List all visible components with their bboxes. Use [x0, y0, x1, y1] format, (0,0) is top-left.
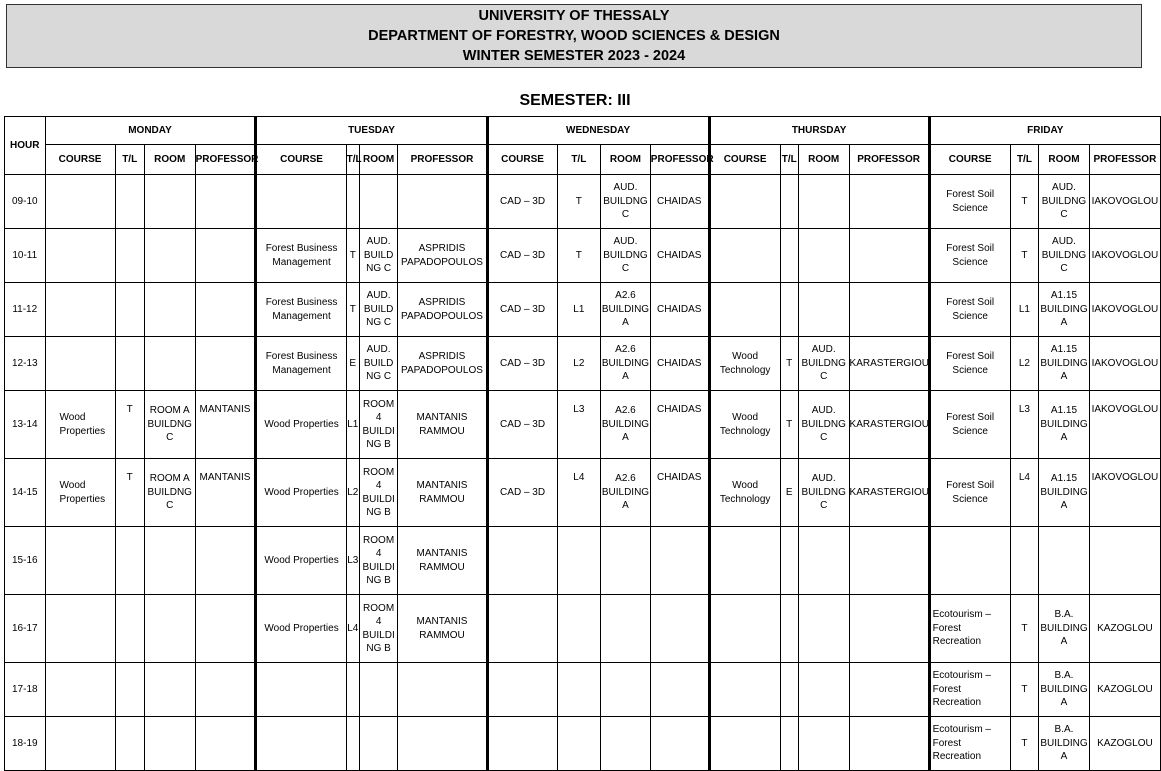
- table-row: [5, 595, 1161, 663]
- course-cell: Wood Properties: [256, 595, 346, 663]
- type-cell: T: [1010, 175, 1038, 229]
- type-cell: L1: [1010, 283, 1038, 337]
- professor-cell: KAZOGLOU: [1089, 663, 1160, 717]
- room-cell: B.A. BUILDING A: [1039, 717, 1090, 771]
- semester-title: SEMESTER: III: [519, 92, 631, 109]
- hour-cell: 15-16: [5, 527, 46, 595]
- room-cell: ROOM 4 BUILDI NG B: [359, 391, 398, 459]
- room-cell: [359, 175, 398, 229]
- room-cell: [798, 175, 849, 229]
- professor-cell: [195, 175, 256, 229]
- day-header-tuesday: TUESDAY: [256, 117, 487, 145]
- type-cell: [780, 283, 798, 337]
- course-cell: [45, 175, 115, 229]
- professor-cell: CHAIDAS: [650, 175, 709, 229]
- university-name: UNIVERSITY OF THESSALY: [478, 8, 670, 24]
- type-cell: [115, 175, 144, 229]
- room-cell: [601, 717, 651, 771]
- type-cell: L2: [346, 459, 359, 527]
- course-cell: Forest Soil Science: [929, 283, 1010, 337]
- type-cell: [115, 229, 144, 283]
- course-cell: [709, 663, 780, 717]
- course-cell: [45, 527, 115, 595]
- course-cell: [256, 717, 346, 771]
- room-cell: [144, 337, 195, 391]
- professor-cell: [849, 595, 929, 663]
- room-cell: [144, 283, 195, 337]
- room-cell: ROOM 4 BUILDI NG B: [359, 595, 398, 663]
- course-cell: [45, 337, 115, 391]
- professor-cell: IAKOVOGLOU: [1089, 391, 1160, 459]
- room-cell: A1.15 BUILDING A: [1039, 337, 1090, 391]
- course-cell: [256, 175, 346, 229]
- hour-cell: 18-19: [5, 717, 46, 771]
- column-header-room: ROOM: [798, 145, 849, 175]
- professor-cell: [849, 717, 929, 771]
- course-cell: Ecotourism – Forest Recreation: [929, 717, 1010, 771]
- room-cell: [601, 595, 651, 663]
- column-header-professor: PROFESSOR: [398, 145, 487, 175]
- hour-column-header: HOUR: [5, 117, 46, 175]
- table-row: [5, 527, 1161, 595]
- course-cell: Wood Technology: [709, 391, 780, 459]
- type-cell: [115, 595, 144, 663]
- professor-cell: [398, 663, 487, 717]
- course-cell: [709, 595, 780, 663]
- type-cell: [557, 717, 601, 771]
- type-cell: T: [780, 337, 798, 391]
- course-cell: Ecotourism – Forest Recreation: [929, 595, 1010, 663]
- type-cell: [557, 663, 601, 717]
- room-cell: AUD. BUILD NG C: [359, 229, 398, 283]
- room-cell: AUD. BUILDNG C: [798, 337, 849, 391]
- hour-cell: 11-12: [5, 283, 46, 337]
- type-cell: T: [557, 229, 601, 283]
- course-cell: [45, 595, 115, 663]
- course-cell: Wood Technology: [709, 459, 780, 527]
- course-cell: [45, 717, 115, 771]
- hour-cell: 09-10: [5, 175, 46, 229]
- type-cell: T: [780, 391, 798, 459]
- course-cell: [45, 663, 115, 717]
- column-header-professor: PROFESSOR: [849, 145, 929, 175]
- room-cell: A2.6 BUILDING A: [601, 337, 651, 391]
- professor-cell: MANTANIS: [195, 391, 256, 459]
- type-cell: L2: [1010, 337, 1038, 391]
- type-cell: [115, 527, 144, 595]
- professor-cell: [398, 175, 487, 229]
- professor-cell: [195, 283, 256, 337]
- professor-cell: [195, 527, 256, 595]
- course-cell: CAD – 3D: [487, 229, 557, 283]
- course-cell: Wood Properties: [45, 459, 115, 527]
- column-header-tl: T/L: [346, 145, 359, 175]
- room-cell: [798, 595, 849, 663]
- professor-cell: [849, 527, 929, 595]
- course-cell: Ecotourism – Forest Recreation: [929, 663, 1010, 717]
- room-cell: [359, 663, 398, 717]
- type-cell: T: [115, 459, 144, 527]
- room-cell: ROOM A BUILDNG C: [144, 459, 195, 527]
- course-cell: Forest Business Management: [256, 337, 346, 391]
- room-cell: [359, 717, 398, 771]
- course-cell: Forest Soil Science: [929, 229, 1010, 283]
- professor-cell: MANTANIS RAMMOU: [398, 459, 487, 527]
- day-header-wednesday: WEDNESDAY: [487, 117, 709, 145]
- column-header-room: ROOM: [601, 145, 651, 175]
- professor-cell: [650, 663, 709, 717]
- hour-cell: 17-18: [5, 663, 46, 717]
- type-cell: L4: [1010, 459, 1038, 527]
- type-cell: [780, 175, 798, 229]
- type-cell: T: [1010, 595, 1038, 663]
- semester-period: WINTER SEMESTER 2023 - 2024: [462, 48, 686, 64]
- professor-cell: [849, 229, 929, 283]
- room-cell: [601, 663, 651, 717]
- type-cell: [1010, 527, 1038, 595]
- room-cell: [798, 229, 849, 283]
- professor-cell: MANTANIS RAMMOU: [398, 391, 487, 459]
- professor-cell: [195, 229, 256, 283]
- room-cell: [144, 175, 195, 229]
- room-cell: [144, 717, 195, 771]
- hour-cell: 12-13: [5, 337, 46, 391]
- column-header-tl: T/L: [115, 145, 144, 175]
- course-cell: Forest Business Management: [256, 229, 346, 283]
- course-cell: [709, 283, 780, 337]
- room-cell: [798, 527, 849, 595]
- room-cell: [144, 229, 195, 283]
- day-header-friday: FRIDAY: [929, 117, 1160, 145]
- course-cell: Wood Properties: [256, 527, 346, 595]
- column-header-tl: T/L: [780, 145, 798, 175]
- column-header-professor: PROFESSOR: [195, 145, 256, 175]
- room-cell: A1.15 BUILDING A: [1039, 283, 1090, 337]
- course-cell: [487, 663, 557, 717]
- course-cell: Forest Soil Science: [929, 337, 1010, 391]
- course-cell: CAD – 3D: [487, 391, 557, 459]
- table-row: [5, 663, 1161, 717]
- room-cell: [144, 663, 195, 717]
- column-header-tl: T/L: [557, 145, 601, 175]
- type-cell: [346, 663, 359, 717]
- professor-cell: CHAIDAS: [650, 283, 709, 337]
- course-cell: Wood Properties: [256, 391, 346, 459]
- column-header-professor: PROFESSOR: [650, 145, 709, 175]
- room-cell: AUD. BUILDNG C: [1039, 229, 1090, 283]
- professor-cell: KAZOGLOU: [1089, 717, 1160, 771]
- room-cell: AUD. BUILDNG C: [798, 391, 849, 459]
- course-cell: Forest Business Management: [256, 283, 346, 337]
- room-cell: A2.6 BUILDING A: [601, 391, 651, 459]
- column-header-course: COURSE: [929, 145, 1010, 175]
- professor-cell: MANTANIS RAMMOU: [398, 595, 487, 663]
- type-cell: [346, 175, 359, 229]
- professor-cell: MANTANIS: [195, 459, 256, 527]
- column-header-tl: T/L: [1010, 145, 1038, 175]
- course-cell: [45, 229, 115, 283]
- type-cell: L2: [557, 337, 601, 391]
- hour-cell: 16-17: [5, 595, 46, 663]
- room-cell: AUD. BUILD NG C: [359, 283, 398, 337]
- professor-cell: IAKOVOGLOU: [1089, 175, 1160, 229]
- type-cell: [780, 527, 798, 595]
- professor-cell: KARASTERGIOU: [849, 337, 929, 391]
- type-cell: [780, 595, 798, 663]
- professor-cell: MANTANIS RAMMOU: [398, 527, 487, 595]
- course-cell: [487, 717, 557, 771]
- professor-cell: [195, 595, 256, 663]
- type-cell: [780, 229, 798, 283]
- professor-cell: [849, 283, 929, 337]
- course-cell: CAD – 3D: [487, 283, 557, 337]
- professor-cell: IAKOVOGLOU: [1089, 459, 1160, 527]
- course-cell: Forest Soil Science: [929, 391, 1010, 459]
- course-cell: [256, 663, 346, 717]
- room-cell: [144, 595, 195, 663]
- day-header-monday: MONDAY: [45, 117, 256, 145]
- professor-cell: [195, 717, 256, 771]
- room-cell: [798, 283, 849, 337]
- professor-cell: ASPRIDIS PAPADOPOULOS: [398, 229, 487, 283]
- room-cell: [144, 527, 195, 595]
- professor-cell: CHAIDAS: [650, 229, 709, 283]
- room-cell: [601, 527, 651, 595]
- professor-cell: KARASTERGIOU: [849, 391, 929, 459]
- timetable: [4, 116, 1161, 771]
- type-cell: L1: [557, 283, 601, 337]
- type-cell: L3: [557, 391, 601, 459]
- hour-cell: 14-15: [5, 459, 46, 527]
- room-cell: [798, 717, 849, 771]
- course-cell: Forest Soil Science: [929, 175, 1010, 229]
- type-cell: L1: [346, 391, 359, 459]
- table-row: [5, 337, 1161, 391]
- room-cell: ROOM A BUILDNG C: [144, 391, 195, 459]
- course-cell: CAD – 3D: [487, 459, 557, 527]
- column-header-course: COURSE: [709, 145, 780, 175]
- course-cell: Wood Properties: [256, 459, 346, 527]
- type-cell: [115, 337, 144, 391]
- room-cell: A2.6 BUILDING A: [601, 459, 651, 527]
- professor-cell: CHAIDAS: [650, 391, 709, 459]
- type-cell: E: [346, 337, 359, 391]
- professor-cell: [195, 337, 256, 391]
- room-cell: A2.6 BUILDING A: [601, 283, 651, 337]
- type-cell: E: [780, 459, 798, 527]
- room-cell: ROOM 4 BUILDI NG B: [359, 459, 398, 527]
- course-cell: CAD – 3D: [487, 337, 557, 391]
- course-cell: [709, 527, 780, 595]
- professor-cell: [398, 717, 487, 771]
- column-header-course: COURSE: [487, 145, 557, 175]
- document-header: [6, 4, 1142, 68]
- type-cell: [115, 663, 144, 717]
- room-cell: [798, 663, 849, 717]
- professor-cell: [650, 717, 709, 771]
- column-header-room: ROOM: [144, 145, 195, 175]
- course-cell: CAD – 3D: [487, 175, 557, 229]
- type-cell: [780, 663, 798, 717]
- course-cell: [929, 527, 1010, 595]
- room-cell: AUD. BUILDNG C: [1039, 175, 1090, 229]
- room-cell: [1039, 527, 1090, 595]
- table-row: [5, 175, 1161, 229]
- course-cell: [709, 229, 780, 283]
- type-cell: L3: [346, 527, 359, 595]
- column-header-course: COURSE: [45, 145, 115, 175]
- professor-cell: IAKOVOGLOU: [1089, 283, 1160, 337]
- type-cell: T: [346, 283, 359, 337]
- type-cell: [115, 283, 144, 337]
- professor-cell: [849, 663, 929, 717]
- course-cell: [45, 283, 115, 337]
- course-cell: Wood Properties: [45, 391, 115, 459]
- type-cell: T: [1010, 717, 1038, 771]
- type-cell: L4: [557, 459, 601, 527]
- course-cell: Forest Soil Science: [929, 459, 1010, 527]
- room-cell: B.A. BUILDING A: [1039, 595, 1090, 663]
- type-cell: T: [115, 391, 144, 459]
- room-cell: A1.15 BUILDING A: [1039, 391, 1090, 459]
- professor-cell: IAKOVOGLOU: [1089, 229, 1160, 283]
- department-name: DEPARTMENT OF FORESTRY, WOOD SCIENCES & DESIGN: [368, 28, 780, 44]
- type-cell: [115, 717, 144, 771]
- course-cell: Wood Technology: [709, 337, 780, 391]
- table-row: [5, 229, 1161, 283]
- room-cell: AUD. BUILDNG C: [601, 229, 651, 283]
- table-row: [5, 459, 1161, 527]
- professor-cell: [650, 527, 709, 595]
- hour-cell: 10-11: [5, 229, 46, 283]
- professor-cell: ASPRIDIS PAPADOPOULOS: [398, 337, 487, 391]
- professor-cell: KARASTERGIOU: [849, 459, 929, 527]
- professor-cell: CHAIDAS: [650, 459, 709, 527]
- professor-cell: [195, 663, 256, 717]
- room-cell: B.A. BUILDING A: [1039, 663, 1090, 717]
- room-cell: AUD. BUILDNG C: [601, 175, 651, 229]
- column-header-room: ROOM: [1039, 145, 1090, 175]
- professor-cell: CHAIDAS: [650, 337, 709, 391]
- column-header-professor: PROFESSOR: [1089, 145, 1160, 175]
- type-cell: T: [557, 175, 601, 229]
- type-cell: T: [346, 229, 359, 283]
- column-header-room: ROOM: [359, 145, 398, 175]
- professor-cell: KAZOGLOU: [1089, 595, 1160, 663]
- column-header-course: COURSE: [256, 145, 346, 175]
- type-cell: T: [1010, 663, 1038, 717]
- professor-cell: IAKOVOGLOU: [1089, 337, 1160, 391]
- type-cell: [557, 595, 601, 663]
- room-cell: A1.15 BUILDING A: [1039, 459, 1090, 527]
- room-cell: ROOM 4 BUILDI NG B: [359, 527, 398, 595]
- type-cell: [780, 717, 798, 771]
- course-cell: [487, 527, 557, 595]
- course-cell: [709, 717, 780, 771]
- professor-cell: [849, 175, 929, 229]
- type-cell: L4: [346, 595, 359, 663]
- professor-cell: [650, 595, 709, 663]
- professor-cell: [1089, 527, 1160, 595]
- course-cell: [487, 595, 557, 663]
- table-row: [5, 391, 1161, 459]
- professor-cell: ASPRIDIS PAPADOPOULOS: [398, 283, 487, 337]
- hour-cell: 13-14: [5, 391, 46, 459]
- type-cell: [557, 527, 601, 595]
- type-cell: L3: [1010, 391, 1038, 459]
- type-cell: T: [1010, 229, 1038, 283]
- course-cell: [709, 175, 780, 229]
- type-cell: [346, 717, 359, 771]
- room-cell: AUD. BUILD NG C: [359, 337, 398, 391]
- table-row: [5, 717, 1161, 771]
- day-header-thursday: THURSDAY: [709, 117, 929, 145]
- room-cell: AUD. BUILDNG C: [798, 459, 849, 527]
- table-row: [5, 283, 1161, 337]
